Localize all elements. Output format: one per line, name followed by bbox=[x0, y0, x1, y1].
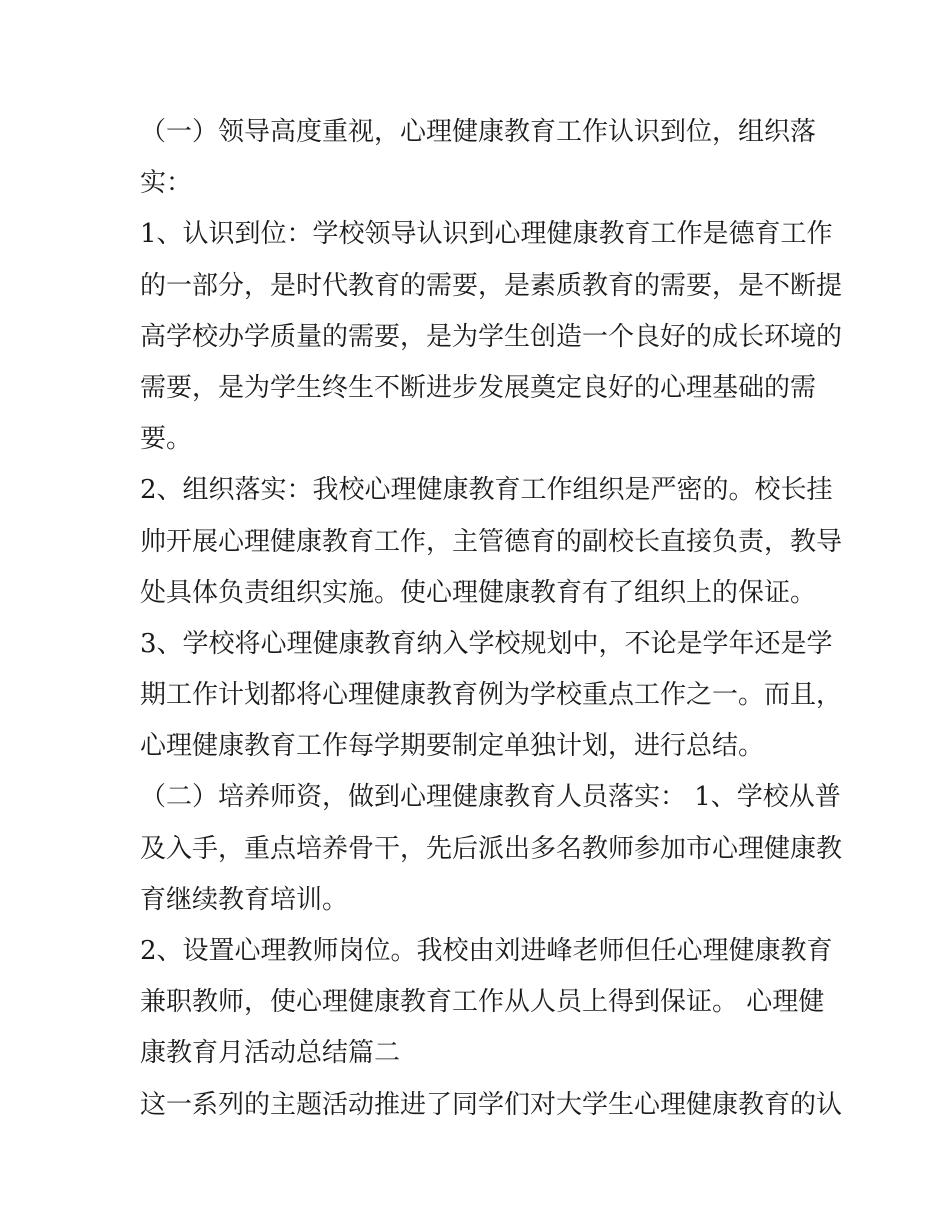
text-line-6: 需要，是为学生终生不断进步发展奠定良好的心理基础的需 bbox=[140, 372, 817, 403]
text-line-17: 2、设置心理教师岗位。我校由刘进峰老师但任心理健康教育 bbox=[140, 936, 833, 966]
text-line-14: （二）培养师资，做到心理健康教育人员落实： 1、学校从普 bbox=[140, 782, 841, 813]
text-line-8: 2、组织落实：我校心理健康教育工作组织是严密的。校长挂 bbox=[140, 475, 833, 506]
text-line-15: 及入手，重点培养骨干，先后派出多名教师参加市心理健康教 bbox=[140, 833, 843, 864]
text-line-16: 育继续教育培训。 bbox=[140, 884, 349, 915]
text-line-19: 康教育月活动总结篇二 bbox=[140, 1038, 401, 1069]
text-line-3: 1、认识到位：学校领导认识到心理健康教育工作是德育工作 bbox=[140, 219, 833, 250]
text-line-5: 高学校办学质量的需要，是为学生创造一个良好的成长环境的 bbox=[140, 321, 843, 352]
body-text bbox=[140, 107, 843, 1131]
text-line-13: 心理健康教育工作每学期要制定单独计划，进行总结。 bbox=[140, 731, 765, 762]
text-line-9: 帅开展心理健康教育工作，主管德育的副校长直接负责，教导 bbox=[140, 526, 843, 557]
text-line-12: 期工作计划都将心理健康教育例为学校重点工作之一。而且， bbox=[140, 680, 843, 711]
text-line-1: （一）领导高度重视，心理健康教育工作认识到位，组织落 bbox=[140, 117, 817, 147]
text-line-20: 这一系列的主题活动推进了同学们对大学生心理健康教育的认 bbox=[140, 1089, 843, 1120]
text-line-11: 3、学校将心理健康教育纳入学校规划中，不论是学年还是学 bbox=[140, 628, 833, 659]
text-line-7: 要。 bbox=[140, 424, 193, 455]
text-line-10: 处具体负责组织实施。使心理健康教育有了组织上的保证。 bbox=[140, 577, 817, 608]
text-line-18: 兼职教师，使心理健康教育工作从人员上得到保证。 心理健 bbox=[140, 987, 825, 1018]
text-line-4: 的一部分，是时代教育的需要，是素质教育的需要，是不断提 bbox=[140, 270, 843, 301]
text-line-2: 实： bbox=[140, 168, 193, 199]
